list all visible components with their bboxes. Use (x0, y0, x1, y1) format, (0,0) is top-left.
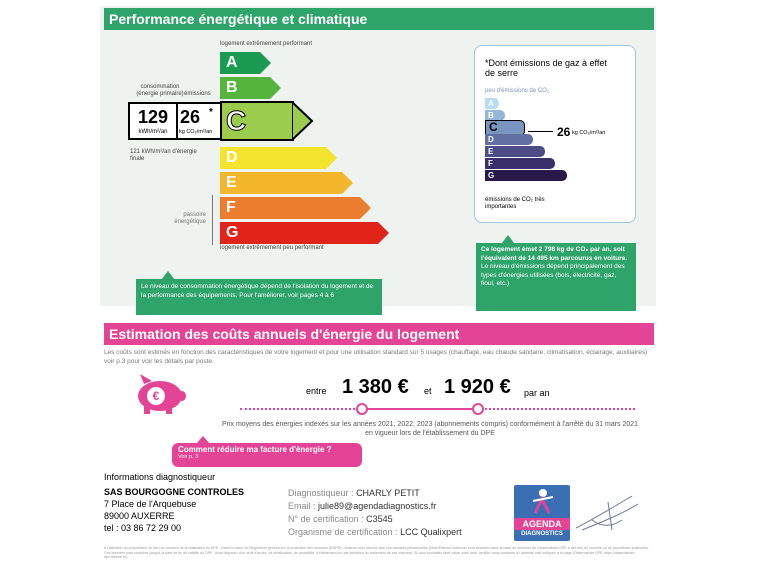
reduce-bill-sub: Voir p. 3 (178, 454, 199, 460)
ges-info-box (476, 243, 636, 311)
box-divider (176, 104, 178, 138)
legal-footer: À l'attention du propriétaire du bien au moment de la réalisation du DPE : Dans le cadre du Règlement général sur la protection des données (RGPD), l'Ademe vous informe que vos données personnelles (Nom-Prénom-Adresse) sont stockées dans la base de données de l'observatoire DPE à des fins de contrôle ou de procédures judiciaires. Ces données sont stockées jusqu'à la date de fin de validité du DPE. Vous disposez d'un droit d'accès, de rectification, de portabilité, d'effacement ou une limitation du traitement de ces données. Si vous souhaitez faire valoir votre droit, veuillez nous contacter à l'adresse mail indiquée à la page (Observatoire DPE https://observatoire-dpe.ademe.fr/). (104, 546, 649, 560)
energy-class-arrow (270, 77, 281, 99)
ges-class-g: G (485, 170, 567, 181)
dpe-page (100, 0, 656, 570)
signature-image (572, 490, 642, 534)
consumption-value: 129 (137, 107, 169, 127)
ges-info-text: Le niveau d'émissions dépend principalement des types d'énergies utilisées (bois, électricité, gaz, fioul, etc.) (481, 263, 625, 287)
ges-pointer (528, 131, 553, 132)
email-row (288, 501, 436, 511)
org-label: Organisme de certification : (288, 527, 398, 537)
emissions-value: 26 (180, 107, 201, 127)
range-max-handle (472, 403, 484, 415)
company-address2: 89000 AUXERRE (104, 511, 175, 521)
energy-info-box: Le niveau de consommation énergétique dépend de l'isolation du logement et de la performance des équipements. Pour l'améliorer, voir pages 4 à 6 (136, 279, 382, 315)
ges-unit: kg CO₂/m²/an (572, 130, 606, 136)
consumption-label: consommation (énergie primaire) (136, 84, 184, 97)
ges-value: 26 (557, 125, 571, 139)
range-min-handle (356, 403, 368, 415)
ges-box (474, 45, 636, 223)
current-class-bar (220, 101, 294, 141)
current-class-arrow (292, 101, 314, 141)
ges-info-bold: Ce logement émet 2 798 kg de CO₂ par an, soit l'équivalent de 14 495 km parcourus en voiture. (481, 246, 628, 262)
org-value: LCC Qualixpert (400, 527, 462, 537)
reduce-bill-tip (196, 436, 210, 444)
ges-class-a: A (485, 98, 499, 109)
diag-value: CHARLY PETIT (356, 488, 420, 498)
ges-class-c: C (485, 120, 525, 136)
diag-row (288, 488, 420, 498)
emissions-label: émissions (184, 91, 211, 97)
par-an-label: par an (524, 388, 550, 398)
agenda-logo (514, 485, 570, 541)
ges-class-b: B (485, 110, 505, 121)
reduce-bill-label: Comment réduire ma facture d'énergie ? (178, 445, 332, 454)
reduce-bill-button[interactable] (172, 443, 362, 467)
entre-label: entre (306, 386, 327, 396)
ges-top-note: peu d'émissions de CO₂ (485, 88, 550, 94)
performance-header: Performance énergétique et climatique (104, 8, 654, 30)
emissions-star: * (209, 107, 213, 118)
energy-class-arrow (378, 222, 389, 244)
ges-bottom-note: émissions de CO₂ très importantes (485, 197, 545, 210)
piggy-bank-icon (130, 372, 190, 416)
costs-header: Estimation des coûts annuels d'énergie du logement (104, 323, 654, 345)
et-label: et (424, 386, 432, 396)
email-value[interactable]: julie89@agendadiagnostics.fr (318, 501, 437, 511)
energy-class-d: D (220, 147, 326, 169)
company-name: SAS BOURGOGNE CONTROLES (104, 487, 245, 497)
energy-class-arrow (360, 197, 371, 219)
cert-label: N° de certification : (288, 514, 364, 524)
passoire-note: passoire énergétique (174, 212, 206, 225)
cert-value: C3545 (366, 514, 393, 524)
ges-class-e: E (485, 146, 545, 157)
org-row (288, 527, 462, 537)
logo-text2: DIAGNOSTICS (521, 531, 563, 537)
passoire-bracket (212, 195, 213, 245)
prices-note: Prix moyens des énergies indexés sur les années 2021, 2022, 2023 (abonnements compris) conformément à l'arrêté du 31 mars 2021 en vigueur lors de l'établissement du DPE (221, 421, 639, 437)
diag-info-title: Informations diagnostiqueur (104, 472, 216, 482)
ges-class-f: F (485, 158, 555, 169)
cost-max: 1 920 € (444, 376, 511, 398)
logo-figure-icon (527, 487, 557, 515)
cost-min: 1 380 € (342, 376, 409, 398)
bottom-note: logement extrêmement peu performant (220, 245, 324, 251)
consumption-unit: kWh/m²/an (138, 129, 168, 135)
energy-class-g: G (220, 222, 378, 244)
email-label: Email : (288, 501, 316, 511)
energy-class-b: B (220, 77, 270, 99)
diag-label: Diagnostiqueur : (288, 488, 354, 498)
company-phone: tel : 03 86 72 29 00 (104, 523, 182, 533)
consumption-box (128, 102, 222, 140)
top-note: logement extrêmement performant (220, 41, 313, 47)
final-energy-note: 121 kWh/m²/an d'énergie finale (130, 149, 197, 162)
energy-class-arrow (342, 172, 353, 194)
logo-text1: AGENDA (514, 518, 570, 530)
ges-class-d: D (485, 134, 533, 145)
energy-class-e: E (220, 172, 342, 194)
energy-class-f: F (220, 197, 360, 219)
range-segment (362, 408, 478, 410)
energy-class-arrow (326, 147, 337, 169)
ges-title: *Dont émissions de gaz à effet de serre (485, 58, 607, 78)
company-address1: 7 Place de l'Arquebuse (104, 499, 197, 509)
emissions-unit: kg CO₂/m²/an (179, 129, 213, 135)
energy-class-a: A (220, 52, 260, 74)
energy-class-arrow (260, 52, 271, 74)
current-class-letter: C (226, 105, 247, 136)
svg-text:€: € (152, 389, 160, 403)
cert-row (288, 514, 393, 524)
costs-intro: Les coûts sont estimés en fonction des caractéristiques de votre logement et pour une utilisation standard sur 5 usages (chauffage, eau chaude sanitaire, climatisation, éclairage, auxiliaires) voir p.3 pour voir les détails par poste. (104, 349, 648, 365)
